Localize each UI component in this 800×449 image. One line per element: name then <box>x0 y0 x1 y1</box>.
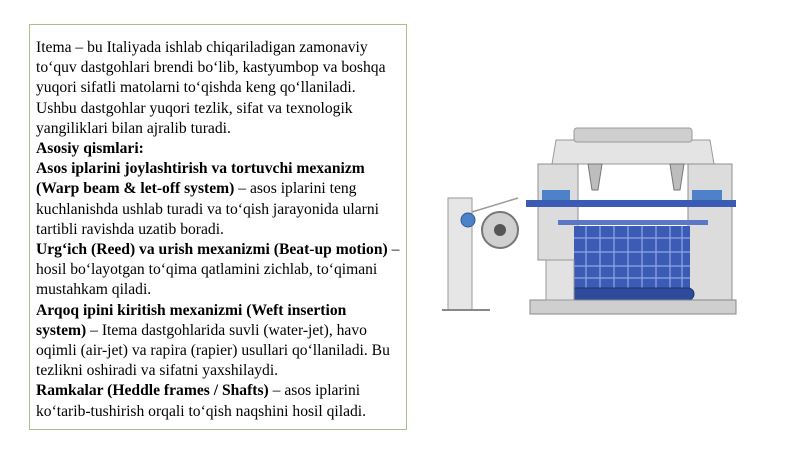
paragraph-weft: Arqoq ipini kiritish mexanizmi (Weft insertion system) – Itema dastgohlarida suvli (water-jet), havo oqimli (air-jet) va rapira (rapier) usullari qo‘llaniladi. Bu tezlikni oshiradi va sifatni yaxshilaydi. <box>36 301 390 380</box>
paragraph-reed: Urg‘ich (Reed) va urish mexanizmi (Beat-up motion) – hosil bo‘layotgan to‘qima qatlamini zichlab, to‘qimani mustahkam qiladi. <box>36 241 400 299</box>
paragraph-warp-beam: Asos iplarini joylashtirish va tortuvchi mexanizm (Warp beam & let-off system) – asos iplarini teng kuchlanishda ushlab turadi va to‘qish jarayonida ularni tartibli ravishda uzatib boradi. <box>36 160 379 238</box>
loom-machine-illustration <box>438 120 740 320</box>
paragraph-intro: Itema – bu Italiyada ishlab chiqariladigan zamonaviy to‘quv dastgohlari brendi bo‘lib, kastyumbop va boshqa yuqori sifatli matolarni to‘qishda keng qo‘llaniladi. Ushbu dastgohlar yuqori tezlik, sifat va texnologik yangiliklari bilan ajralib turadi. <box>36 39 386 137</box>
paragraph-heading: Asosiy qismlari: <box>36 140 144 158</box>
paragraph-heddle: Ramkalar (Heddle frames / Shafts) – asos iplarini ko‘tarib-tushirish orqali to‘qish naqshini hosil qiladi. <box>36 382 367 420</box>
text-box <box>29 24 407 430</box>
